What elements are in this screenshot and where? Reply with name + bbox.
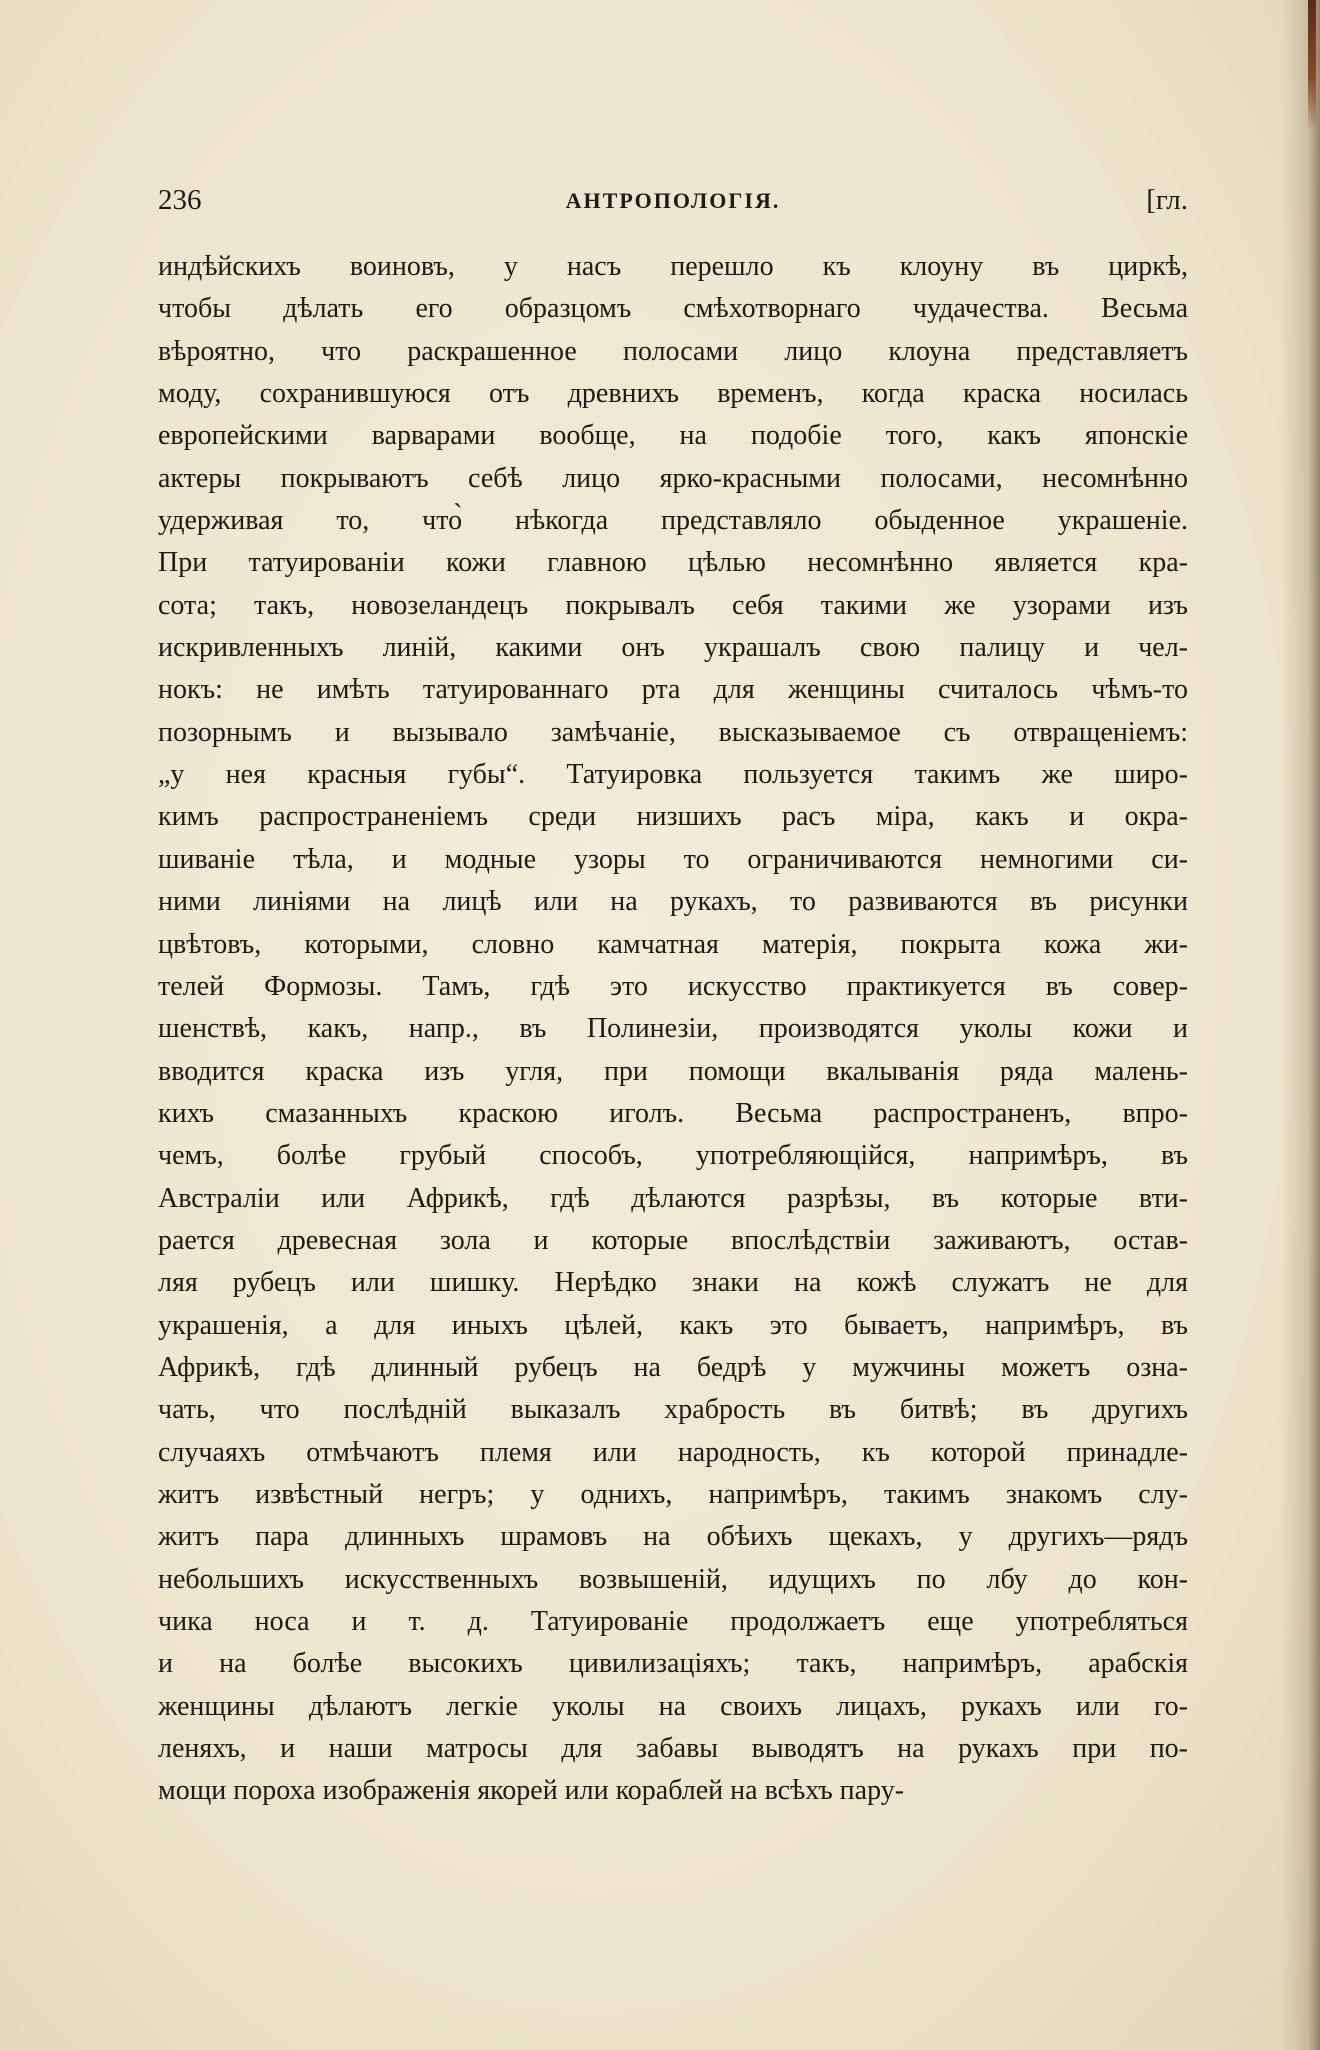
text-line: вѣроятно, что раскрашенное полосами лицо клоуна представляетъ: [158, 335, 1188, 367]
text-line: мощи пороха изображенія якорей или кораблей на всѣхъ пару-: [158, 1775, 905, 1807]
text-line: позорнымъ и вызывало замѣчаніе, высказываемое съ отвращеніемъ:: [158, 716, 1188, 748]
text-line: Африкѣ, гдѣ длинный рубецъ на бедрѣ у мужчины можетъ озна-: [158, 1351, 1188, 1383]
text-line: телей Формозы. Тамъ, гдѣ это искусство практикуется въ совер-: [158, 970, 1188, 1002]
text-line: цвѣтовъ, которыми, словно камчатная матерія, покрыта кожа жи-: [158, 928, 1188, 960]
text-line: моду, сохранившуюся отъ древнихъ временъ, когда краска носилась: [158, 378, 1188, 410]
running-title: АНТРОПОЛОГІЯ.: [565, 188, 781, 213]
text-line: кимъ распространеніемъ среди низшихъ расъ міра, какъ и окра-: [158, 801, 1188, 833]
text-line: житъ пара длинныхъ шрамовъ на обѣихъ щекахъ, у другихъ—рядъ: [158, 1521, 1188, 1553]
text-line: вводится краска изъ угля, при помощи вкалыванія ряда малень-: [158, 1055, 1188, 1087]
body-text: [158, 246, 1188, 1813]
text-line: нокъ: не имѣть татуированнаго рта для женщины считалось чѣмъ-то: [158, 674, 1188, 706]
text-line: Австраліи или Африкѣ, гдѣ дѣлаются разрѣзы, въ которые вти-: [158, 1182, 1188, 1214]
text-line: житъ извѣстный негръ; у однихъ, напримѣръ, такимъ знакомъ слу-: [158, 1478, 1188, 1510]
text-line: и на болѣе высокихъ цивилизаціяхъ; такъ, напримѣръ, арабскія: [158, 1648, 1188, 1680]
text-line: шиваніе тѣла, и модные узоры то ограничиваются немногими си-: [158, 843, 1188, 875]
text-line: европейскими варварами вообще, на подобіе того, какъ японскіе: [158, 420, 1188, 452]
running-header: [158, 184, 1188, 224]
page-edge-mark: [1308, 0, 1316, 130]
text-line: чика носа и т. д. Татуированіе продолжаетъ еще употребляться: [158, 1606, 1188, 1637]
text-line: ними линіями на лицѣ или на рукахъ, то развиваются въ рисунки: [158, 886, 1188, 918]
text-line: украшенія, а для иныхъ цѣлей, какъ это бываетъ, напримѣръ, въ: [158, 1309, 1188, 1341]
text-line: леняхъ, и наши матросы для забавы выводятъ на рукахъ при по-: [158, 1733, 1188, 1765]
text-line: индѣйскихъ воиновъ, у насъ перешло къ клоуну въ циркѣ,: [158, 251, 1188, 282]
text-line: рается древесная зола и которые впослѣдствіи заживаютъ, остав-: [158, 1224, 1188, 1256]
text-line: При татуированіи кожи главною цѣлью несомнѣнно является кра-: [158, 547, 1188, 579]
text-line: случаяхъ отмѣчаютъ племя или народность, къ которой принадле-: [158, 1436, 1188, 1468]
text-line: небольшихъ искусственныхъ возвышеній, идущихъ по лбу до кон-: [158, 1563, 1188, 1595]
text-line: шенствѣ, какъ, напр., въ Полинезіи, производятся уколы кожи и: [158, 1013, 1188, 1045]
text-line: сота; такъ, новозеландецъ покрывалъ себя такими же узорами изъ: [158, 589, 1188, 621]
chapter-mark: [гл.: [1146, 184, 1188, 216]
page-number: 236: [158, 184, 202, 216]
text-line: „у нея красныя губы“. Татуировка пользуется такимъ же широ-: [158, 759, 1188, 791]
text-line: чтобы дѣлать его образцомъ смѣхотворнаго чудачества. Весьма: [158, 293, 1188, 325]
text-line: чемъ, болѣе грубый способъ, употребляющійся, напримѣръ, въ: [158, 1140, 1188, 1172]
text-line: женщины дѣлаютъ легкіе уколы на своихъ лицахъ, рукахъ или го-: [158, 1690, 1188, 1722]
text-line: чать, что послѣдній выказалъ храбрость въ битвѣ; въ другихъ: [158, 1394, 1188, 1426]
text-line: кихъ смазанныхъ краскою иголъ. Весьма распространенъ, впро-: [158, 1097, 1188, 1129]
page-edge-shadow: [1280, 0, 1320, 2050]
text-line: актеры покрываютъ себѣ лицо ярко-красными полосами, несомнѣнно: [158, 462, 1188, 494]
text-line: искривленныхъ линій, какими онъ украшалъ свою палицу и чел-: [158, 632, 1188, 664]
text-line: удерживая то, что̀ нѣкогда представляло обыденное украшеніе.: [158, 505, 1188, 537]
text-line: ляя рубецъ или шишку. Нерѣдко знаки на кожѣ служатъ не для: [158, 1267, 1188, 1299]
